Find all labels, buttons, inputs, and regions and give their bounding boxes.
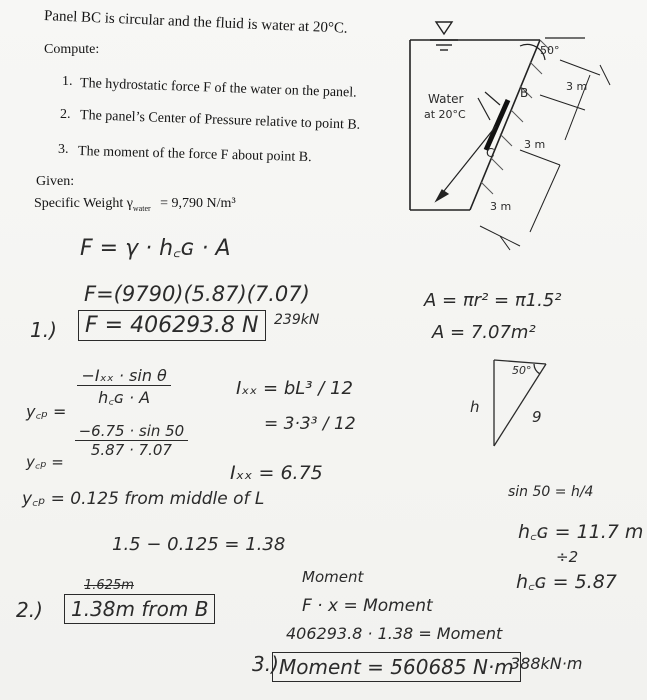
moment-formula: F · x = Moment (302, 596, 433, 616)
triangle-h-label: h (470, 398, 480, 416)
item-3-text: The moment of the force F about point B. (77, 144, 312, 166)
moment-calculation: 406293.8 · 1.38 = Moment (286, 624, 503, 643)
moment-kn-note: 388kN·m (510, 654, 583, 673)
dimension-middle: 3 m (524, 138, 546, 151)
specific-weight-text: Specific Weight γ (34, 196, 133, 211)
force-calculation: F=(9790)(5.87)(7.07) (84, 282, 310, 306)
ycp-lhs: y꜀ₚ = (26, 402, 67, 421)
sin-relation: sin 50 = h/4 (508, 484, 594, 500)
part-3-marker: 3.) (252, 652, 279, 676)
ycp-numerator: −Iₓₓ · sin θ (77, 366, 170, 386)
triangle-angle-label: 50° (512, 364, 532, 377)
ycp-sub-denominator: 5.87 · 7.07 (90, 441, 172, 459)
angle-label: 50° (540, 44, 560, 57)
item-1-text: The hydrostatic force F of the water on the panel. (79, 76, 357, 101)
problem-title: Panel BC is circular and the fluid is water at 20°C. (43, 8, 348, 37)
dimension-bottom: 3 m (490, 200, 512, 213)
moment-result-box: Moment = 560685 N·m (272, 652, 521, 682)
specific-weight-value: = 9,790 N/m³ (160, 196, 236, 211)
hcg-half: ÷2 (556, 548, 579, 566)
triangle-angle-arc (534, 364, 540, 374)
area-formula: A = πr² = π1.5² (424, 290, 562, 311)
part-1-marker: 1.) (30, 318, 57, 342)
dimension-top: 3 m (566, 80, 588, 93)
point-c-label: C (486, 146, 495, 160)
ixx-substitution: = 3·3³ / 12 (264, 414, 356, 434)
specific-weight-subscript: water (132, 203, 151, 213)
ixx-formula: Iₓₓ = bL³ / 12 (236, 378, 353, 399)
triangle-side-label: 9 (532, 408, 542, 426)
force-formula: F = γ · h꜀ɢ · A (80, 236, 231, 261)
fluid-label: Water (428, 92, 464, 106)
ycp-sub-lhs: y꜀ₚ = (26, 453, 64, 471)
item-3-number: 3. (58, 142, 69, 157)
item-1-number: 1. (62, 74, 73, 89)
ycp-sub-numerator: −6.75 · sin 50 (75, 422, 189, 441)
item-2-number: 2. (60, 107, 71, 122)
item-2-text: The panel’s Center of Pressure relative to point B. (79, 108, 361, 133)
area-result: A = 7.07m² (432, 322, 536, 343)
force-result-box: F = 406293.8 N (78, 310, 266, 341)
part-2-marker: 2.) (16, 598, 43, 622)
ycp-result: y꜀ₚ = 0.125 from middle of L (22, 489, 265, 509)
ixx-result: Iₓₓ = 6.75 (230, 462, 323, 484)
force-kn-note: 239kN (274, 312, 320, 328)
given-heading: Given: (36, 174, 75, 189)
cp-result-box: 1.38m from B (64, 594, 215, 624)
temperature-label: at 20°C (424, 108, 466, 121)
compute-heading: Compute: (44, 42, 100, 57)
hcg-final: h꜀ɢ = 5.87 (516, 571, 617, 593)
cp-crossed-value: 1.625m (84, 578, 134, 593)
point-b-label: B (520, 86, 529, 100)
hcg-value: h꜀ɢ = 11.7 m (518, 521, 644, 543)
center-of-pressure-calc: 1.5 − 0.125 = 1.38 (112, 534, 286, 555)
ycp-denominator: h꜀ɢ · A (98, 388, 151, 407)
moment-heading: Moment (302, 568, 364, 586)
